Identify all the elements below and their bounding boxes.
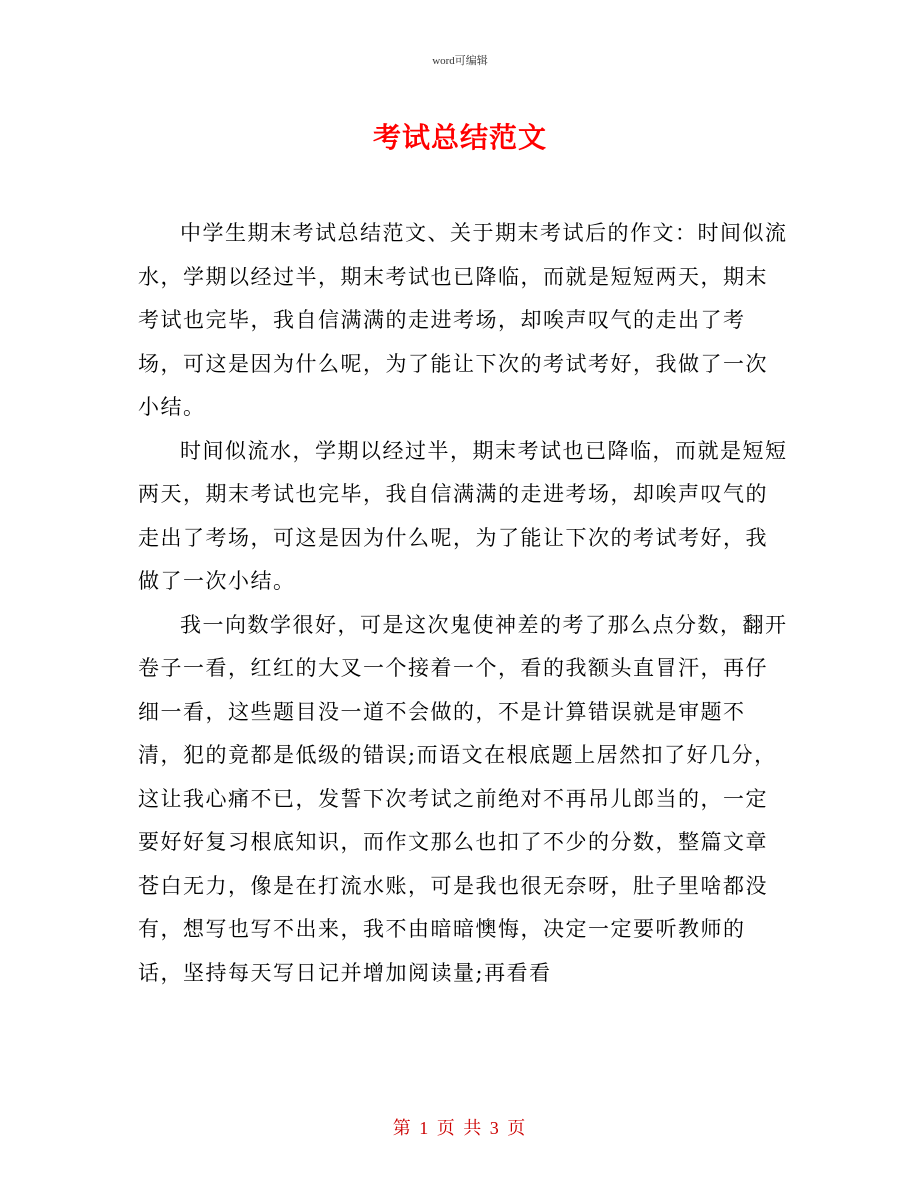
paragraph-1: 中学生期末考试总结范文、关于期末考试后的作文：时间似流水，学期以经过半，期末考试也已降临，而就是短短两天，期末考试也完毕，我自信满满的走进考场，却唉声叹气的走出了考场，可这是因为什么呢，为了能让下次的考试考好，我做了一次小结。 [138, 221, 788, 419]
page-footer: 第 1 页 共 3 页 [392, 1118, 528, 1138]
paragraph-2: 时间似流水，学期以经过半，期末考试也已降临，而就是短短两天，期末考试也完毕，我自信满满的走进考场，却唉声叹气的走出了考场，可这是因为什么呢，为了能让下次的考试考好，我做了一次小结。 [138, 438, 788, 593]
page-header: word可编辑 [432, 55, 488, 67]
paragraph-3: 我一向数学很好，可是这次鬼使神差的考了那么点分数，翻开卷子一看，红红的大叉一个接着一个，看的我额头直冒汗，再仔细一看，这些题目没一道不会做的，不是计算错误就是审题不清，犯的竟都是低级的错误;而语文在根底题上居然扣了好几分，这让我心痛不已，发誓下次考试之前绝对不再吊儿郎当的，一定要好好复习根底知识，而作文那么也扣了不少的分数，整篇文章苍白无力，像是在打流水账，可是我也很无奈呀，肚子里啥都没有，想写也写不出来，我不由暗暗懊悔，决定一定要听教师的话，坚持每天写日记并增加阅读量;再看看 [138, 612, 788, 985]
document-title: 考试总结范文 [372, 121, 547, 154]
document-body [138, 212, 788, 995]
